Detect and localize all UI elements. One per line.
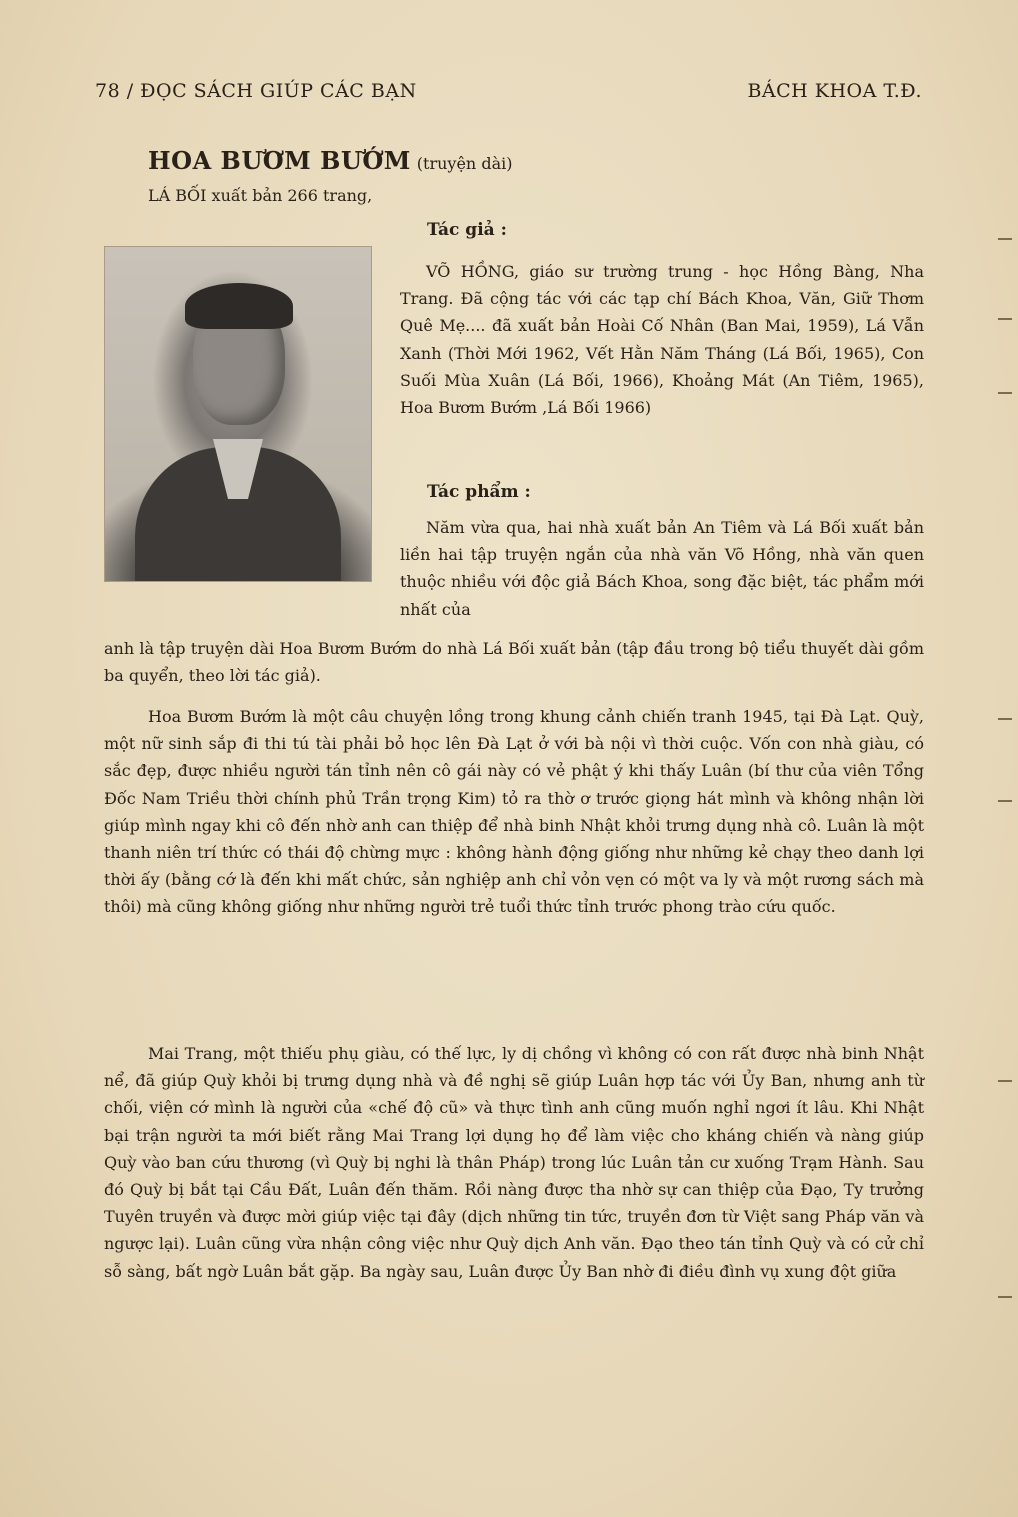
margin-mark: [998, 800, 1012, 802]
review-para-1-top: [400, 514, 924, 623]
book-subtitle: (truyện dài): [416, 154, 513, 173]
margin-mark: [998, 392, 1012, 394]
review-para-1-top-text: Năm vừa qua, hai nhà xuất bản An Tiêm và Lá Bối xuất bản liền hai tập truyện ngắn của nhà văn Võ Hồng, nhà văn quen thuộc nhiều với độc giả Bách Khoa, song đặc biệt, tác phẩm mới nhất của: [400, 518, 924, 619]
publisher-line: LÁ BỐI xuất bản 266 trang,: [148, 186, 373, 205]
author-bio: [400, 258, 924, 421]
book-title: [148, 146, 512, 175]
header-left: 78 / ĐỌC SÁCH GIÚP CÁC BẠN: [95, 80, 417, 102]
margin-mark: [998, 1296, 1012, 1298]
running-header: [95, 80, 922, 106]
review-para-2: [104, 703, 924, 921]
author-heading: Tác giả :: [427, 220, 507, 240]
book-title-text: HOA BƯƠM BƯỚM: [148, 146, 411, 175]
margin-mark: [998, 238, 1012, 240]
review-para-3-text: Mai Trang, một thiếu phụ giàu, có thế lực, ly dị chồng vì không có con rất được nhà binh Nhật nể, đã giúp Quỳ khỏi bị trưng dụng nhà và đề nghị sẽ giúp Luân hợp tác với Ủy Ban, nhưng anh từ chối, viện cớ mình là người của «chế độ cũ» và thực tình anh cũng muốn nghỉ ngơi ít lâu. Khi Nhật bại trận người ta mới biết rằng Mai Trang lợi dụng họ để làm việc cho kháng chiến và nàng giúp Quỳ vào ban cứu thương (vì Quỳ bị nghi là thân Pháp) trong lúc Luân tản cư xuống Trạm Hành. Sau đó Quỳ bị bắt tại Cầu Đất, Luân đến thăm. Rồi nàng được tha nhờ sự can thiệp của Đạo, Ty trưởng Tuyên truyền và được mời giúp việc tại đây (dịch những tin tức, truyền đơn từ Việt sang Pháp văn và ngược lại). Luân cũng vừa nhận công việc như Quỳ dịch Anh văn. Đạo theo tán tỉnh Quỳ và có cử chỉ sỗ sàng, bất ngờ Luân bắt gặp. Ba ngày sau, Luân được Ủy Ban nhờ đi điều đình vụ xung đột giữa: [104, 1044, 924, 1281]
margin-mark: [998, 718, 1012, 720]
photo-hair: [185, 283, 293, 329]
review-para-1-bottom: anh là tập truyện dài Hoa Bươm Bướm do nhà Lá Bối xuất bản (tập đầu trong bộ tiểu thuyết dài gồm ba quyển, theo lời tác giả).: [104, 639, 924, 686]
header-right: BÁCH KHOA T.Đ.: [747, 80, 922, 102]
review-para-2-text: Hoa Bươm Bướm là một câu chuyện lồng trong khung cảnh chiến tranh 1945, tại Đà Lạt. Quỳ, một nữ sinh sắp đi thi tú tài phải bỏ học lên Đà Lạt ở với bà nội vì thời cuộc. Vốn con nhà giàu, có sắc đẹp, được nhiều người tán tỉnh nên cô gái này có vẻ phật ý khi thấy Luân (bí thư của viên Tổng Đốc Nam Triều thời chính phủ Trần trọng Kim) tỏ ra thờ ơ trước giọng hát mình và không nhận lời giúp mình ngay khi cô đến nhờ anh can thiệp để nhà binh Nhật khỏi trưng dụng nhà cô. Luân là một thanh niên trí thức có thái độ chừng mực : không hành động giống như những kẻ chạy theo danh lợi thời ấy (bằng cớ là đến khi mất chức, sản nghiệp anh chỉ vỏn vẹn có một va ly và một rương sách mà thôi) mà cũng không giống như những người trẻ tuổi thức tỉnh trước phong trào cứu quốc.: [104, 707, 924, 917]
review-para-3: [104, 1040, 924, 1285]
author-bio-text: VÕ HỒNG, giáo sư trường trung - học Hồng Bàng, Nha Trang. Đã cộng tác với các tạp chí Bách Khoa, Văn, Giữ Thơm Quê Mẹ.... đã xuất bản Hoài Cố Nhân (Ban Mai, 1959), Lá Vẫn Xanh (Thời Mới 1962, Vết Hằn Năm Tháng (Lá Bối, 1965), Con Suối Mùa Xuân (Lá Bối, 1966), Khoảng Mát (An Tiêm, 1965), Hoa Bươm Bướm ,Lá Bối 1966): [400, 262, 924, 418]
margin-mark: [998, 1080, 1012, 1082]
works-heading: Tác phẩm :: [427, 482, 531, 502]
author-photo: [104, 246, 372, 582]
margin-mark: [998, 318, 1012, 320]
